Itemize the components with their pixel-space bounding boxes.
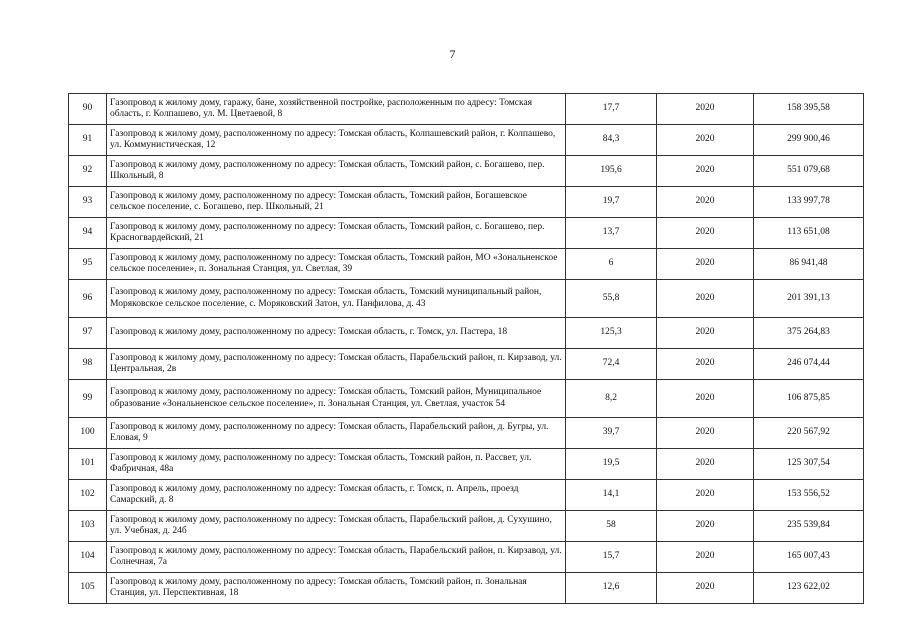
length-cell: 19,7 [566, 187, 657, 218]
object-description-cell: Газопровод к жилому дому, расположенному по адресу: Томская область, г. Томск, ул. Пастера, 18 [107, 318, 566, 349]
year-cell: 2020 [657, 318, 754, 349]
row-number-cell: 101 [69, 449, 107, 480]
row-number-cell: 91 [69, 125, 107, 156]
year-cell: 2020 [657, 218, 754, 249]
row-number-cell: 98 [69, 349, 107, 380]
table-row [69, 542, 864, 573]
cost-cell: 86 941,48 [754, 249, 864, 280]
cost-cell: 158 395,58 [754, 94, 864, 125]
year-cell: 2020 [657, 187, 754, 218]
table-row [69, 156, 864, 187]
table-row [69, 218, 864, 249]
object-description-cell: Газопровод к жилому дому, расположенному по адресу: Томская область, Парабельский район, п. Кирзавод, ул. Солнечная, 7а [107, 542, 566, 573]
length-cell: 195,6 [566, 156, 657, 187]
cost-cell: 235 539,84 [754, 511, 864, 542]
object-description-cell: Газопровод к жилому дому, расположенному по адресу: Томская область, г. Томск, п. Апрель, проезд Самарский, д. 8 [107, 480, 566, 511]
cost-cell: 246 074,44 [754, 349, 864, 380]
cost-cell: 113 651,08 [754, 218, 864, 249]
row-number-cell: 97 [69, 318, 107, 349]
length-cell: 15,7 [566, 542, 657, 573]
object-description-cell: Газопровод к жилому дому, расположенному по адресу: Томская область, Парабельский район, д. Бугры, ул. Еловая, 9 [107, 418, 566, 449]
year-cell: 2020 [657, 511, 754, 542]
table-row [69, 187, 864, 218]
table-row [69, 480, 864, 511]
row-number-cell: 100 [69, 418, 107, 449]
length-cell: 72,4 [566, 349, 657, 380]
length-cell: 125,3 [566, 318, 657, 349]
row-number-cell: 90 [69, 94, 107, 125]
year-cell: 2020 [657, 573, 754, 604]
year-cell: 2020 [657, 449, 754, 480]
object-description-cell: Газопровод к жилому дому, расположенному по адресу: Томская область, Парабельский район, п. Кирзавод, ул. Центральная, 2в [107, 349, 566, 380]
table-row [69, 280, 864, 318]
object-description-cell: Газопровод к жилому дому, расположенному по адресу: Томская область, Томский район, п. Рассвет, ул. Фабричная, 48а [107, 449, 566, 480]
table-row [69, 249, 864, 280]
year-cell: 2020 [657, 418, 754, 449]
row-number-cell: 99 [69, 380, 107, 418]
table-body [69, 94, 864, 604]
object-description-cell: Газопровод к жилому дому, расположенному по адресу: Томская область, Томский район, п. Зональная Станция, ул. Перспективная, 18 [107, 573, 566, 604]
length-cell: 6 [566, 249, 657, 280]
cost-cell: 133 997,78 [754, 187, 864, 218]
table-row [69, 318, 864, 349]
row-number-cell: 102 [69, 480, 107, 511]
row-number-cell: 92 [69, 156, 107, 187]
year-cell: 2020 [657, 480, 754, 511]
object-description-cell: Газопровод к жилому дому, гаражу, бане, хозяйственной постройке, расположенным по адресу: Томская область, г. Колпашево, ул. М. Цветаевой, 8 [107, 94, 566, 125]
year-cell: 2020 [657, 94, 754, 125]
object-description-cell: Газопровод к жилому дому, расположенному по адресу: Томская область, Парабельский район, д. Сухушино, ул. Учебная, д. 24б [107, 511, 566, 542]
table-row [69, 94, 864, 125]
gas-pipeline-table [68, 93, 864, 604]
row-number-cell: 94 [69, 218, 107, 249]
length-cell: 39,7 [566, 418, 657, 449]
length-cell: 17,7 [566, 94, 657, 125]
object-description-cell: Газопровод к жилому дому, расположенному по адресу: Томская область, Томский район, Богашевское сельское поселение, с. Богашево, пер. Школьный, 21 [107, 187, 566, 218]
year-cell: 2020 [657, 349, 754, 380]
length-cell: 84,3 [566, 125, 657, 156]
object-description-cell: Газопровод к жилому дому, расположенному по адресу: Томская область, Томский район, Муниципальное образование «Зональненское сельское поселение», п. Зональная Станция, ул. Светлая, участок 54 [107, 380, 566, 418]
object-description-cell: Газопровод к жилому дому, расположенному по адресу: Томская область, Томский район, с. Богашево, пер. Школьный, 8 [107, 156, 566, 187]
row-number-cell: 95 [69, 249, 107, 280]
cost-cell: 375 264,83 [754, 318, 864, 349]
row-number-cell: 93 [69, 187, 107, 218]
length-cell: 55,8 [566, 280, 657, 318]
page-number: 7 [449, 47, 456, 61]
cost-cell: 299 900,46 [754, 125, 864, 156]
cost-cell: 201 391,13 [754, 280, 864, 318]
year-cell: 2020 [657, 380, 754, 418]
row-number-cell: 96 [69, 280, 107, 318]
row-number-cell: 103 [69, 511, 107, 542]
length-cell: 14,1 [566, 480, 657, 511]
table-row [69, 573, 864, 604]
length-cell: 19,5 [566, 449, 657, 480]
length-cell: 12,6 [566, 573, 657, 604]
year-cell: 2020 [657, 156, 754, 187]
cost-cell: 153 556,52 [754, 480, 864, 511]
table-row [69, 380, 864, 418]
year-cell: 2020 [657, 249, 754, 280]
year-cell: 2020 [657, 542, 754, 573]
year-cell: 2020 [657, 280, 754, 318]
object-description-cell: Газопровод к жилому дому, расположенному по адресу: Томская область, Томский район, МО «Зональненское сельское поселение», п. Зональная Станция, ул. Светлая, 39 [107, 249, 566, 280]
cost-cell: 220 567,92 [754, 418, 864, 449]
year-cell: 2020 [657, 125, 754, 156]
cost-cell: 125 307,54 [754, 449, 864, 480]
table-row [69, 449, 864, 480]
table-row [69, 418, 864, 449]
table-row [69, 125, 864, 156]
row-number-cell: 105 [69, 573, 107, 604]
row-number-cell: 104 [69, 542, 107, 573]
table-row [69, 511, 864, 542]
object-description-cell: Газопровод к жилому дому, расположенному по адресу: Томская область, Томский район, с. Богашево, пер. Красногвардейский, 21 [107, 218, 566, 249]
length-cell: 8,2 [566, 380, 657, 418]
length-cell: 58 [566, 511, 657, 542]
object-description-cell: Газопровод к жилому дому, расположенному по адресу: Томская область, Томский муниципальный район, Моряковское сельское поселение, с. Моряковский Затон, ул. Панфилова, д. 43 [107, 280, 566, 318]
cost-cell: 551 079,68 [754, 156, 864, 187]
table-row [69, 349, 864, 380]
object-description-cell: Газопровод к жилому дому, расположенному по адресу: Томская область, Колпашевский район, г. Колпашево, ул. Коммунистическая, 12 [107, 125, 566, 156]
cost-cell: 165 007,43 [754, 542, 864, 573]
cost-cell: 123 622,02 [754, 573, 864, 604]
cost-cell: 106 875,85 [754, 380, 864, 418]
length-cell: 13,7 [566, 218, 657, 249]
